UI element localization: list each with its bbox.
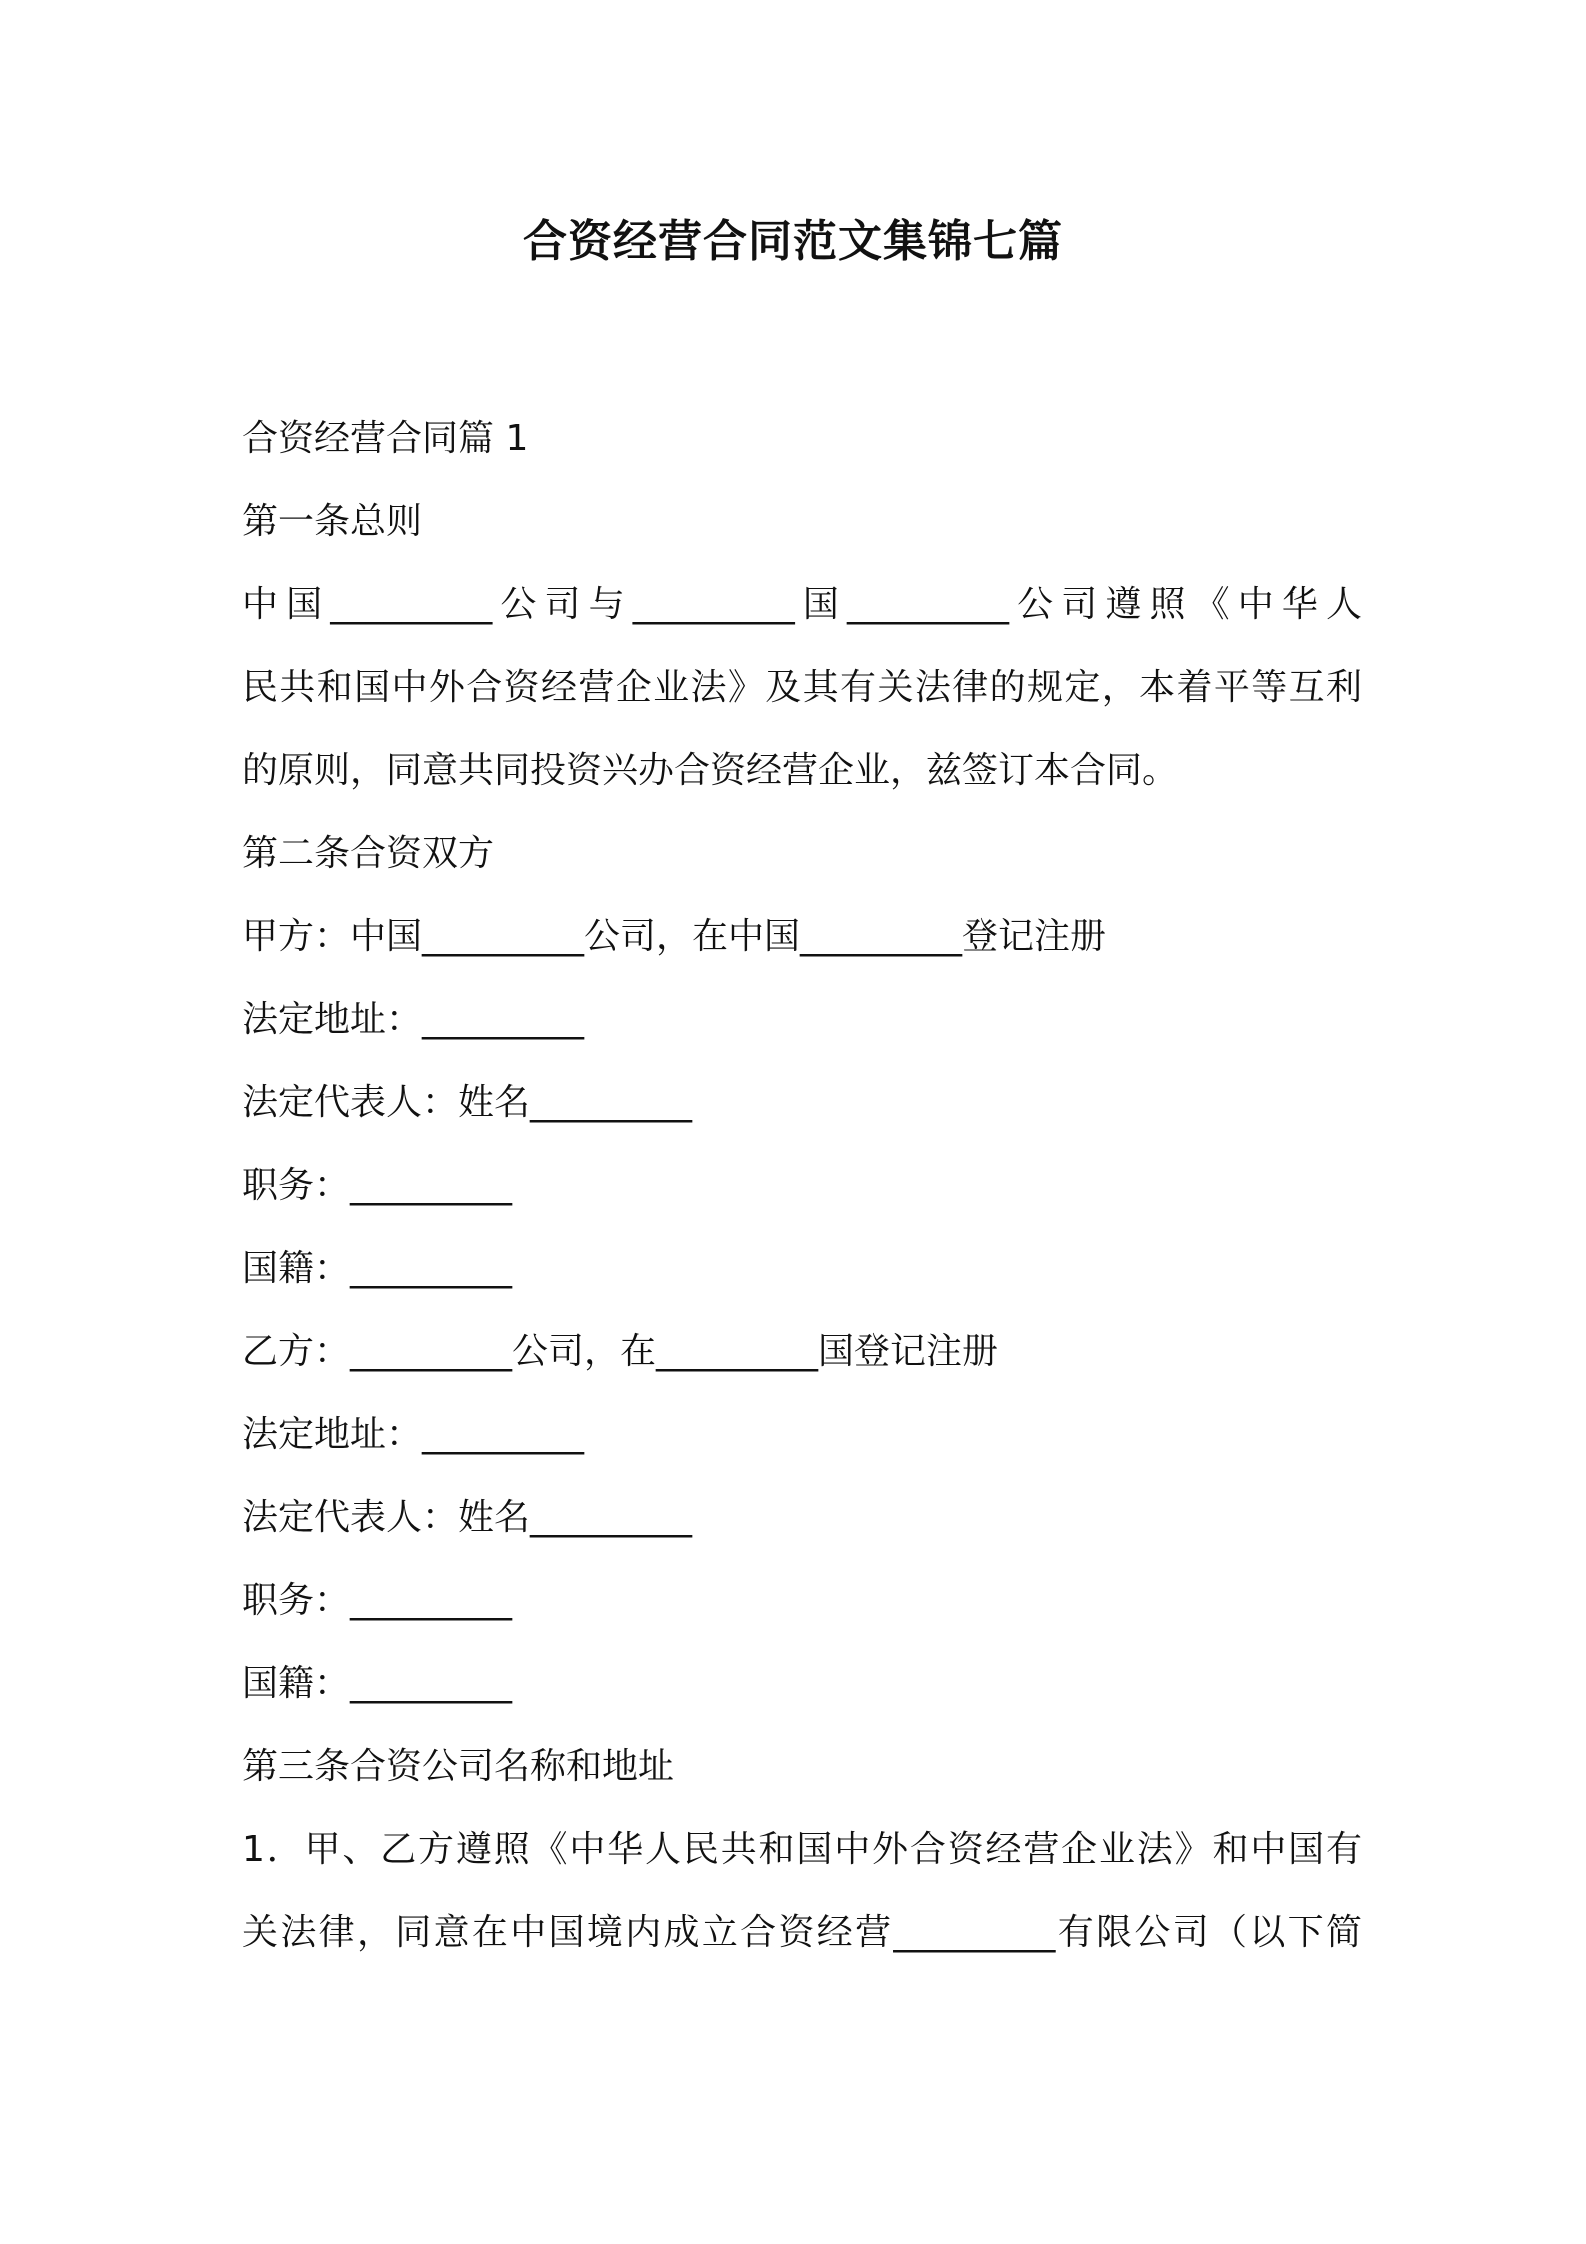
paragraph-line: 民共和国中外合资经营企业法》及其有关法律的规定，本着平等互利 [242,667,1362,708]
field-line: 法定地址：_________ [242,999,585,1040]
section-heading: 合资经营合同篇 1 [242,418,529,459]
document-title: 合资经营合同范文集锦七篇 [523,216,1063,267]
field-line: 法定代表人：姓名_________ [242,1082,693,1123]
field-line: 国籍：_________ [242,1663,513,1704]
field-line: 法定地址：_________ [242,1414,585,1455]
field-line: 法定代表人：姓名_________ [242,1497,693,1538]
article-heading: 第二条合资双方 [242,833,495,874]
article-heading: 第一条总则 [242,501,423,542]
paragraph-line: 中国_________公司与_________国_________公司遵照《中华人 [242,584,1362,625]
field-line: 国籍：_________ [242,1248,513,1289]
party-a-line: 甲方：中国_________公司，在中国_________登记注册 [242,916,1107,957]
paragraph-line: 1．甲、乙方遵照《中华人民共和国中外合资经营企业法》和中国有 [242,1829,1362,1870]
field-line: 职务：_________ [242,1165,513,1206]
field-line: 职务：_________ [242,1580,513,1621]
paragraph-line: 关法律，同意在中国境内成立合资经营_________有限公司（以下简 [242,1912,1362,1953]
article-heading: 第三条合资公司名称和地址 [242,1746,675,1787]
paragraph-line: 的原则，同意共同投资兴办合资经营企业，兹签订本合同。 [242,750,1179,791]
party-b-line: 乙方：_________公司，在_________国登记注册 [242,1331,999,1372]
